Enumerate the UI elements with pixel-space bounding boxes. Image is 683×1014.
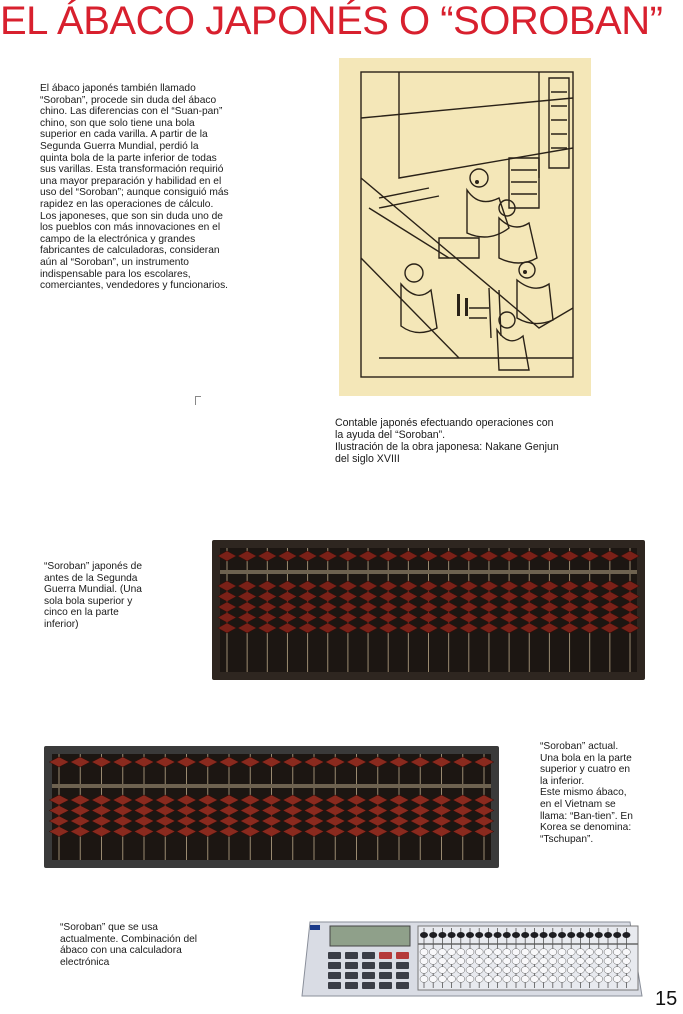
intro-line: rapidez en las operaciones de cálculo. xyxy=(40,198,214,210)
intro-line: “Soroban”, procede sin duda del ábaco xyxy=(40,94,217,106)
woodblock-illustration xyxy=(339,58,591,396)
intro-line: Los japoneses, que son sin duda uno de xyxy=(40,210,223,222)
caption-line: Ilustración de la obra japonesa: Nakane Genjun xyxy=(335,441,559,453)
caption-line: en el Vietnam se xyxy=(540,798,616,810)
crop-mark xyxy=(195,396,201,405)
page-title: EL ÁBACO JAPONÉS O “SOROBAN” xyxy=(0,0,663,43)
caption-line: Contable japonés efectuando operaciones con xyxy=(335,417,554,429)
intro-paragraph xyxy=(40,83,280,292)
intro-line: uso del “Soroban”; aunque consiguió más xyxy=(40,187,229,199)
caption-line: “Soroban” que se usa xyxy=(60,922,158,933)
intro-line: comerciantes, vendedores y funcionarios. xyxy=(40,280,229,292)
intro-line: sus varillas. Esta transformación requirió xyxy=(40,164,224,176)
caption-line: electrónica xyxy=(60,956,110,968)
intro-line: quinta bola de la parte inferior de todas xyxy=(40,152,217,164)
illustration-caption xyxy=(335,417,610,465)
calculator-soroban-photo xyxy=(300,918,645,1000)
caption-line: ábaco con una calculadora xyxy=(60,945,182,957)
intro-line: aún al “Soroban”, un instrumento xyxy=(40,256,189,268)
caption-line: Korea se denomina: xyxy=(540,822,632,834)
intro-line: una mayor preparación y habilidad en el xyxy=(40,175,222,187)
intro-line: fabricantes de calculadoras, consideran xyxy=(40,245,220,257)
caption-line: llama: “Ban-tien”. En xyxy=(540,810,633,822)
caption-line: “Tschupan”. xyxy=(540,833,594,845)
caption-line: superior y cuatro en xyxy=(540,764,631,776)
caption-line: antes de la Segunda xyxy=(44,572,138,584)
intro-line: El ábaco japonés también llamado xyxy=(40,83,196,94)
caption-line: la ayuda del “Soroban”. xyxy=(335,429,446,441)
intro-line: Segunda Guerra Mundial, perdió la xyxy=(40,140,199,152)
caption-line: Guerra Mundial. (Una xyxy=(44,584,142,596)
intro-line: chino. Las diferencias con el “Suan-pan” xyxy=(40,106,223,118)
intro-line: indispensable para los escolares, xyxy=(40,268,191,280)
page-number: 15 xyxy=(655,988,678,1010)
caption-line: cinco en la parte xyxy=(44,607,119,619)
prewar-soroban-photo xyxy=(212,540,645,680)
intro-line: campo de la electrónica y grandes xyxy=(40,233,196,245)
caption-line: “Soroban” actual. xyxy=(540,741,619,752)
caption-line: Una bola en la parte xyxy=(540,752,632,764)
caption-line: “Soroban” japonés de xyxy=(44,561,142,572)
caption-line: la inferior. xyxy=(540,775,585,787)
caption-line: del siglo XVIII xyxy=(335,453,400,465)
caption-line: Este mismo ábaco, xyxy=(540,787,627,799)
caption-line: actualmente. Combinación del xyxy=(60,933,198,945)
intro-line: chino, son que solo tiene una bola xyxy=(40,117,195,129)
caption-line: inferior) xyxy=(44,618,79,630)
calculator-soroban-caption xyxy=(60,922,240,968)
intro-line: superior en cada varilla. A partir de la xyxy=(40,129,208,141)
prewar-soroban-caption xyxy=(44,561,184,631)
caption-line: sola bola superior y xyxy=(44,595,133,607)
intro-line: los pueblos con más innovaciones en el xyxy=(40,222,221,234)
current-soroban-caption xyxy=(540,741,675,845)
current-soroban-photo xyxy=(44,746,499,868)
